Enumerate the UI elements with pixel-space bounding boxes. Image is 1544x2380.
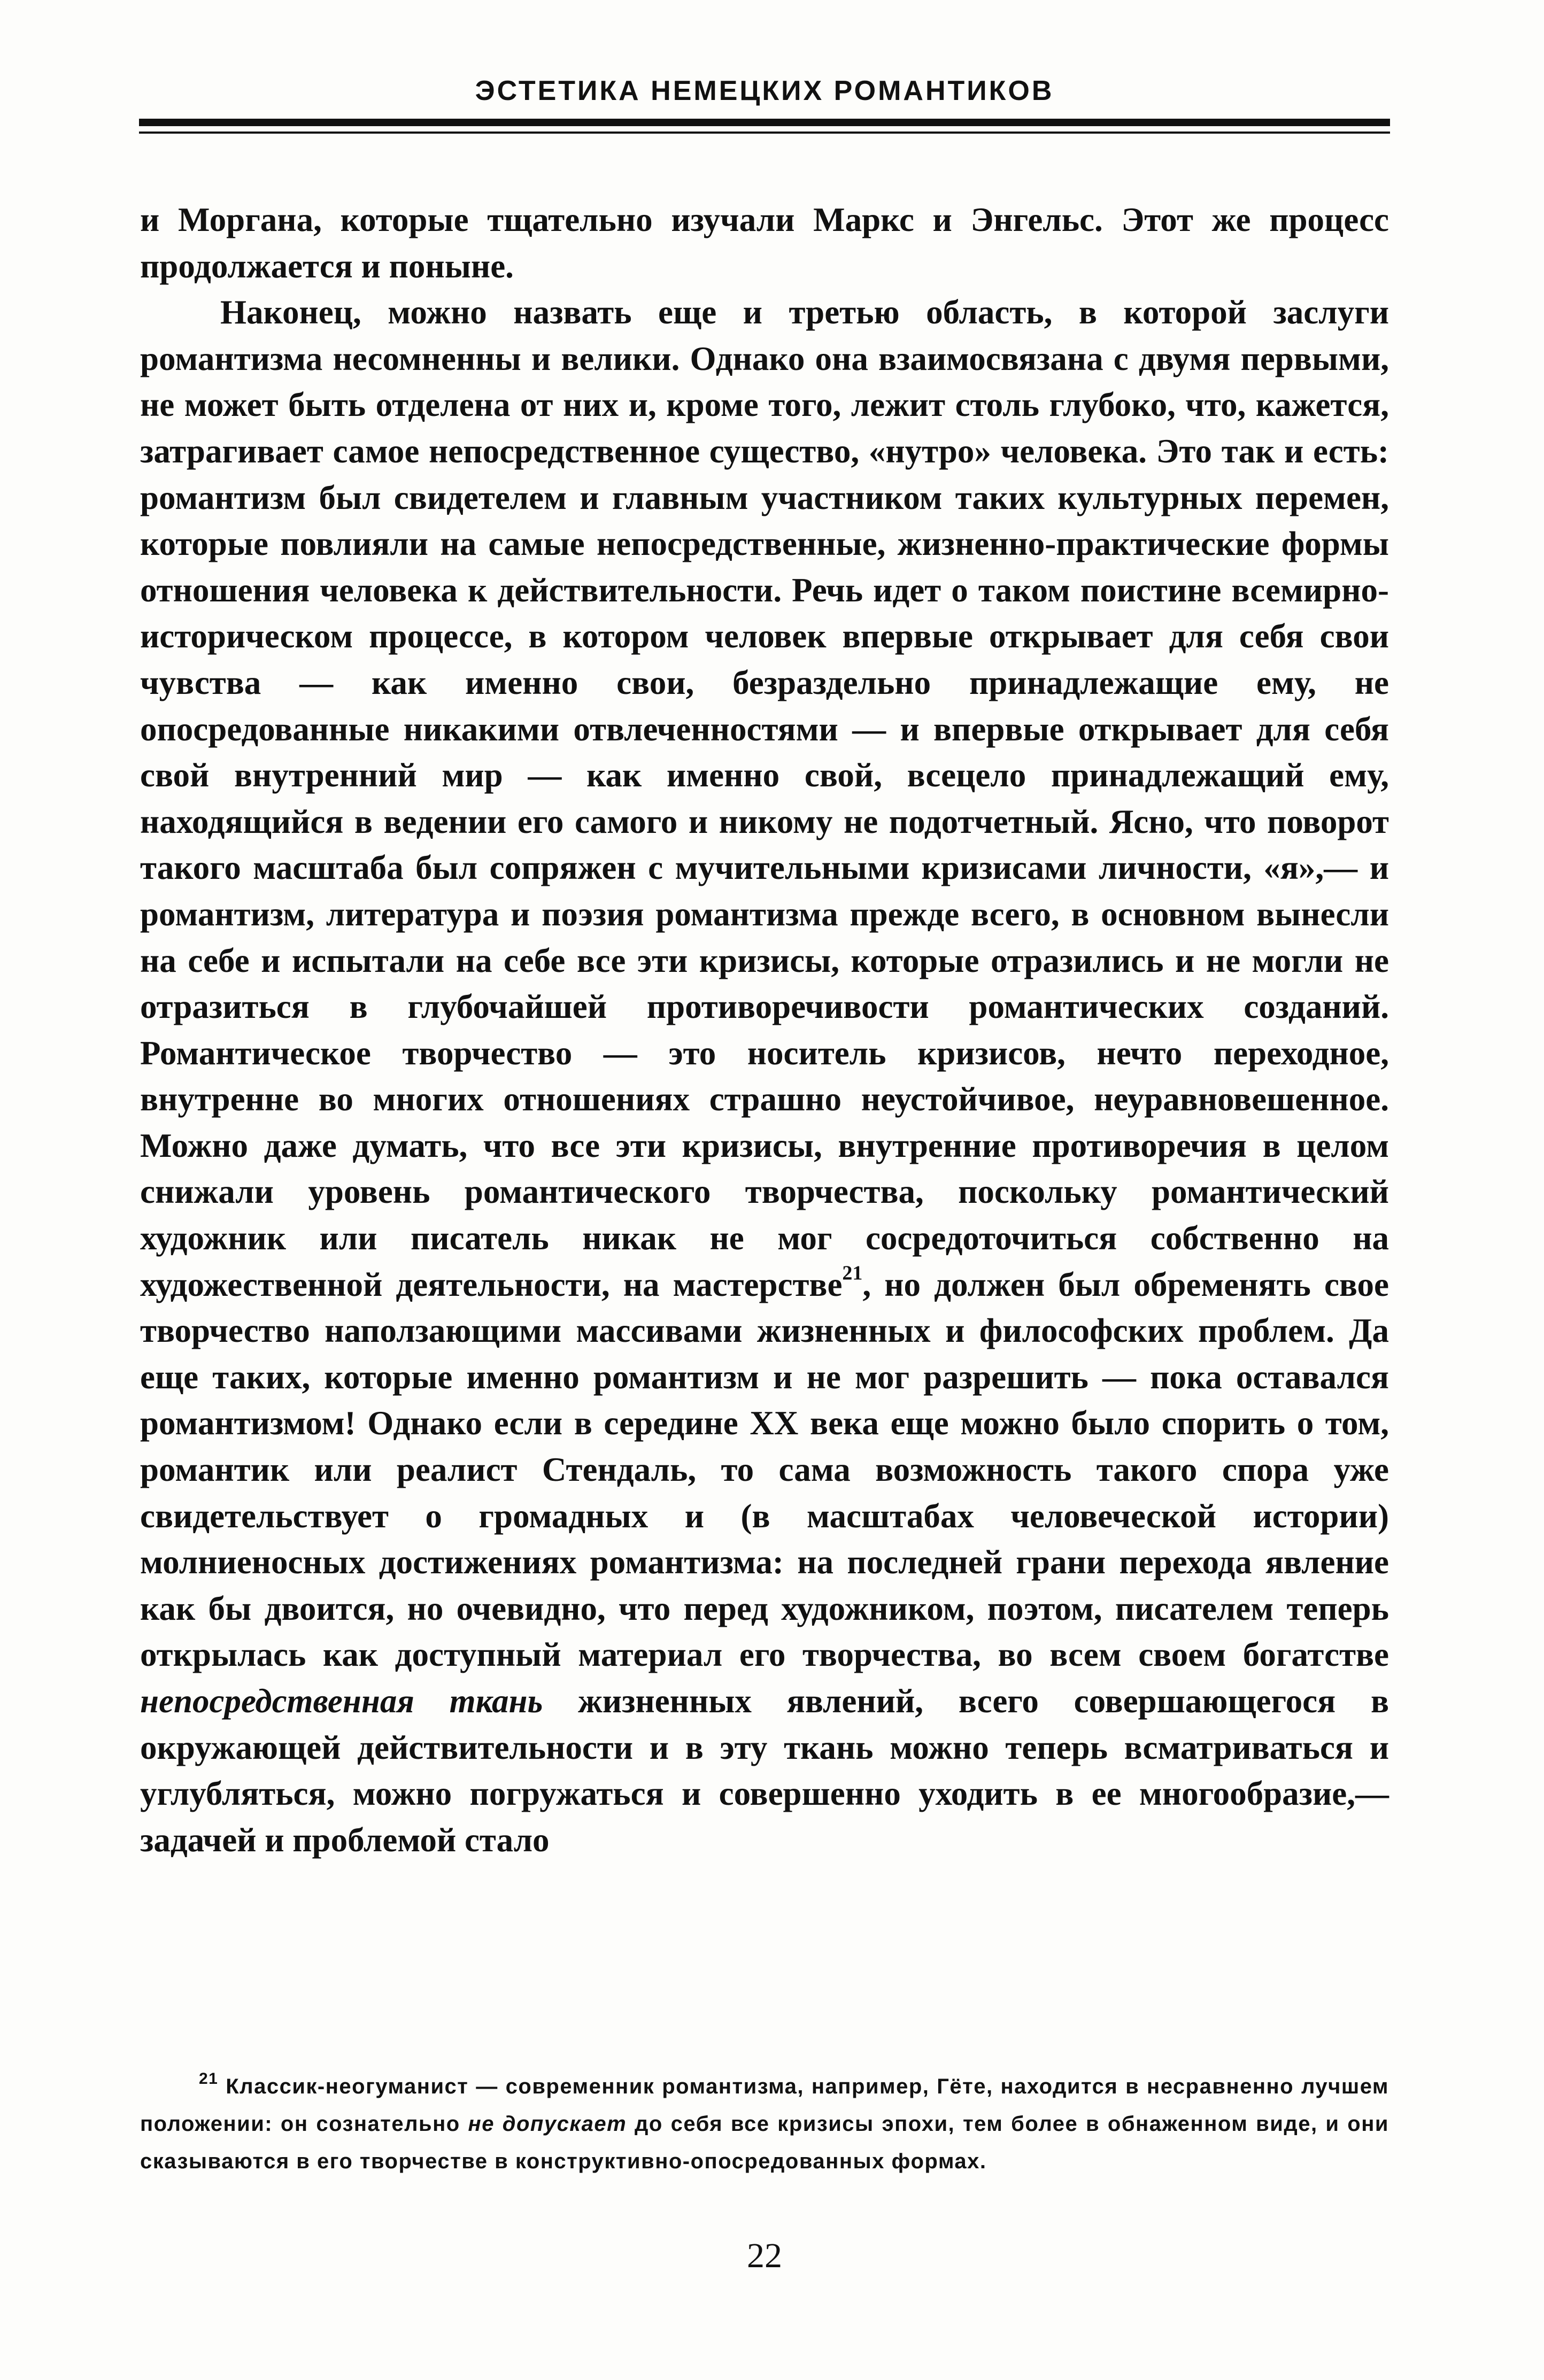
page-number: 22 (747, 2236, 782, 2275)
emphasized-phrase: непосредственная ткань (140, 1682, 543, 1720)
paragraph-third-area (140, 289, 1389, 1863)
footnote-number: 21 (199, 2070, 219, 2088)
footnote-21 (140, 2068, 1389, 2180)
header-rule-thick (139, 119, 1390, 126)
footnote-text-part-1: Классик-неогуманист — современник романтизма, например, Гёте, находится в несравненно лучшем положении: он сознательно (140, 2075, 1389, 2136)
footnote-text-part-2: до себя все кризисы эпохи, тем более в обнаженном виде, и они сказываются в его творчестве в конструктивно-опосредованных формах. (140, 2112, 1389, 2173)
paragraph-text-part-3: жизненных явлений, всего совершающегося в окружающей действительности и в эту ткань можно теперь всматриваться и углубляться, можно погружаться и совершенно уходить в ее многообразие,— задачей и проблемой стало (140, 1682, 1389, 1859)
footnote-reference: 21 (842, 1262, 863, 1285)
footnote-emphasis: не допускает (468, 2112, 627, 2136)
paragraph-continued: и Моргана, которые тщательно изучали Маркс и Энгельс. Этот же процесс продолжается и поныне. (140, 201, 1389, 285)
paragraph-text-part-1: Наконец, можно назвать еще и третью область, в которой заслуги романтизма несомненны и велики. Однако она взаимосвязана с двумя первыми, не может быть отделена от них и, кроме того, лежит столь глубоко, что, кажется, затрагивает самое непосредственное существо, «нутро» человека. Это так и есть: романтизм был свидетелем и главным участником таких культурных перемен, которые повлияли на самые непосредственные, жизненно-практические формы отношения человека к действительности. Речь идет о таком поистине всемирно-историческом процессе, в котором человек впервые открывает для себя свои чувства — как именно свои, безраздельно принадлежащие ему, не опосредованные никакими отвлеченностями — и впервые открывает для себя свой внутренний мир — как именно свой, всецело принадлежащий ему, находящийся в ведении его самого и никому не подотчетный. Ясно, что поворот такого масштаба был сопряжен с мучительными кризисами личности, «я»,— и романтизм, литература и поэзия романтизма прежде всего, в основном вынесли на себе и испытали на себе все эти кризисы, которые отразились и не могли не отразиться в глубочайшей противоречивости романтических созданий. Романтическое творчество — это носитель кризисов, нечто переходное, внутренне во многих отношениях страшно неустойчивое, неуравновешенное. Можно даже думать, что все эти кризисы, внутренние противоречия в целом снижали уровень романтического творчества, поскольку романтический художник или писатель никак не мог сосредоточиться собственно на художественной деятельности, на мастерстве (140, 293, 1389, 1303)
running-title: ЭСТЕТИКА НЕМЕЦКИХ РОМАНТИКОВ (475, 75, 1054, 106)
paragraph-text-part-2: , но должен был обременять свое творчество наползающими массивами жизненных и философских проблем. Да еще таких, которые именно романтизм и не мог разрешить — пока оставался романтизмом! Однако если в середине XX века еще можно было спорить о том, романтик или реалист Стендаль, то сама возможность такого спора уже свидетельствует о громадных и (в масштабах человеческой истории) молниеносных достижениях романтизма: на последней грани перехода явление как бы двоится, но очевидно, что перед художником, поэтом, писателем теперь открылась как доступный материал его творчества, во всем своем богатстве (140, 1265, 1389, 1674)
main-text (140, 197, 1389, 1863)
header-rule-thin (139, 132, 1390, 134)
